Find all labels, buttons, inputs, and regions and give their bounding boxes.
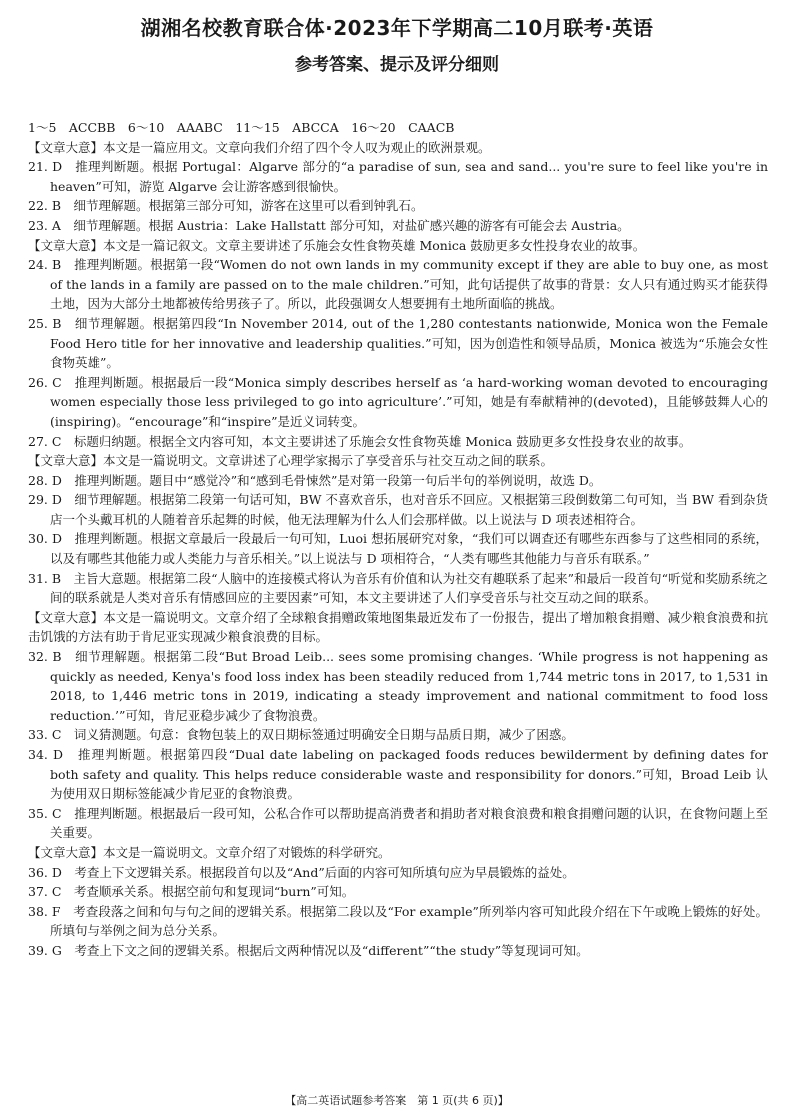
page-subtitle: 参考答案、提示及评分细则 (295, 55, 499, 75)
answer-35: 35. C 推理判断题。根据最后一段可知，公私合作可以帮助提高消费者和捐助者对粮食浪费和粮食捐赠问题的认识，在食物问题上至关重要。 (28, 805, 768, 841)
answer-22: 22. B 细节理解题。根据第三部分可知，游客在这里可以看到钟乳石。 (28, 198, 424, 214)
answer-36: 36. D 考查上下文逻辑关系。根据段首句以及“And”后面的内容可知所填句应为早晨锻炼的益处。 (28, 864, 575, 880)
summary-passage-e: 【文章大意】本文是一篇说明文。文章介绍了对锻炼的科学研究。 (28, 844, 391, 860)
summary-passage-a: 【文章大意】本文是一篇应用文。文章向我们介绍了四个令人叹为观止的欧洲景观。 (28, 139, 491, 155)
answer-37: 37. C 考查顺承关系。根据空前句和复现词“burn”可知。 (28, 884, 355, 900)
answer-21: 21. D 推理判断题。根据 Portugal：Algarve 部分的“a paradise of sun, sea and sand... you're sure to feel like you're in heaven”可知，游览 Algarve 会让游客感到很愉快。 (28, 159, 768, 194)
answer-34: 34. D 推理判断题。根据第四段“Dual date labeling on packaged foods reduces bewilderment by defining dates for both safety and quality. This helps reduce considerable waste and responsibility for donors.”可知，Broad Leib 认为使用双日期标签能减少肯尼亚的食物浪费。 (28, 747, 768, 802)
summary-passage-c: 【文章大意】本文是一篇说明文。文章讲述了心理学家揭示了享受音乐与社交互动之间的联系。 (28, 453, 554, 469)
answer-33: 33. C 词义猜测题。句意：食物包装上的双日期标签通过明确安全日期与品质日期，减少了困惑。 (28, 727, 574, 743)
answers-line: 1～5 ACCBB 6～10 AAABC 11～15 ABCCA 16～20 CAACB (28, 120, 455, 135)
answer-38: 38. F 考查段落之间和句与句之间的逻辑关系。根据第二段以及“For example”所列举内容可知此段介绍在下午或晚上锻炼的好处。所填句与举例之间为总分关系。 (28, 903, 768, 939)
answer-31: 31. B 主旨大意题。根据第二段“人脑中的连接模式将认为音乐有价值和认为社交有趣联系了起来”和最后一段首句“听觉和奖励系统之间的联系就是人类对音乐有情感回应的主要因素”可知，本文主要讲述了人们享受音乐与社交互动之间的联系。 (28, 570, 768, 606)
answer-25: 25. B 细节理解题。根据第四段“In November 2014, out of the 1,280 contestants nationwide, Monica won the Female Food Hero title for her innovative and leadership qualities.”可知，因为创造性和领导品质，Monica 被选为“乐施会女性食物英雄”。 (28, 315, 768, 371)
answer-23: 23. A 细节理解题。根据 Austria：Lake Hallstatt 部分可知，对盐矿感兴趣的游客有可能会去 Austria。 (28, 217, 630, 233)
answer-24: 24. B 推理判断题。根据第一段“Women do not own lands in my community except if they are able to buy one, as most of the lands in a family are passed on to the male children.”可知，此句话提供了故事的背景：女人只有通过购买才能获得土地，因为大部分土地都被传给男孩子了。所以，此段强调女人想要拥有土地所面临的挑战。 (28, 257, 768, 312)
page-title: 湖湘名校教育联合体·2023年下学期高二10月联考·英语 (140, 16, 654, 40)
answer-body (28, 118, 768, 961)
page-footer: 【高二英语试题参考答案 第 1 页(共 6 页)】 (285, 1094, 509, 1107)
answer-39: 39. G 考查上下文之间的逻辑关系。根据后文两种情况以及“different”“the study”等复现词可知。 (28, 942, 589, 958)
answer-27: 27. C 标题归纳题。根据全文内容可知，本文主要讲述了乐施会女性食物英雄 Monica 鼓励更多女性投身农业的故事。 (28, 433, 692, 449)
answer-29: 29. D 细节理解题。根据第二段第一句话可知，BW 不喜欢音乐，也对音乐不回应。又根据第三段倒数第二句可知，当 BW 看到杂货店一个头戴耳机的人随着音乐起舞的时候，他无法理解为什么人们会那样做。以上说法与 D 项表述相符合。 (28, 492, 768, 527)
answer-26: 26. C 推理判断题。根据最后一段“Monica simply describes herself as ‘a hard-working woman devoted to encouraging women especially those less privileged to go into agriculture’.”可知，她是有奉献精神的(devoted)，且能够鼓舞人心的(inspiring)。“encourage”和“inspire”是近义词转变。 (28, 374, 768, 429)
answer-32: 32. B 细节理解题。根据第二段“But Broad Leib... sees some promising changes. ‘While progress is not happening as quickly as needed, Kenya's food loss index has been steadily reduced from 1,744 metric tons in 2017, to 1,531 in 2018, to 1,446 metric tons in 2019, indicating a steady improvement and national commitment to food loss reduction.’”可知，肯尼亚稳步减少了食物浪费。 (28, 649, 768, 723)
summary-passage-b: 【文章大意】本文是一篇记叙文。文章主要讲述了乐施会女性食物英雄 Monica 鼓励更多女性投身农业的故事。 (28, 237, 646, 253)
summary-passage-d: 【文章大意】本文是一篇说明文。文章介绍了全球粮食捐赠政策地图集最近发布了一份报告，提出了增加粮食捐赠、减少粮食浪费和抗击饥饿的方法有助于肯尼亚实现减少粮食浪费的目标。 (28, 609, 768, 645)
answer-30: 30. D 推理判断题。根据文章最后一段最后一句可知，Luoi 想拓展研究对象，“我们可以调查还有哪些东西参与了这些相同的系统，以及有哪些其他能力或人类能力与音乐相关。”以上说法与 D 项相符合，“人类有哪些其他能力与音乐有联系。” (28, 531, 768, 567)
answer-28: 28. D 推理判断题。题目中“感觉冷”和“感到毛骨悚然”是对第一段第一句后半句的举例说明，故选 D。 (28, 472, 602, 488)
